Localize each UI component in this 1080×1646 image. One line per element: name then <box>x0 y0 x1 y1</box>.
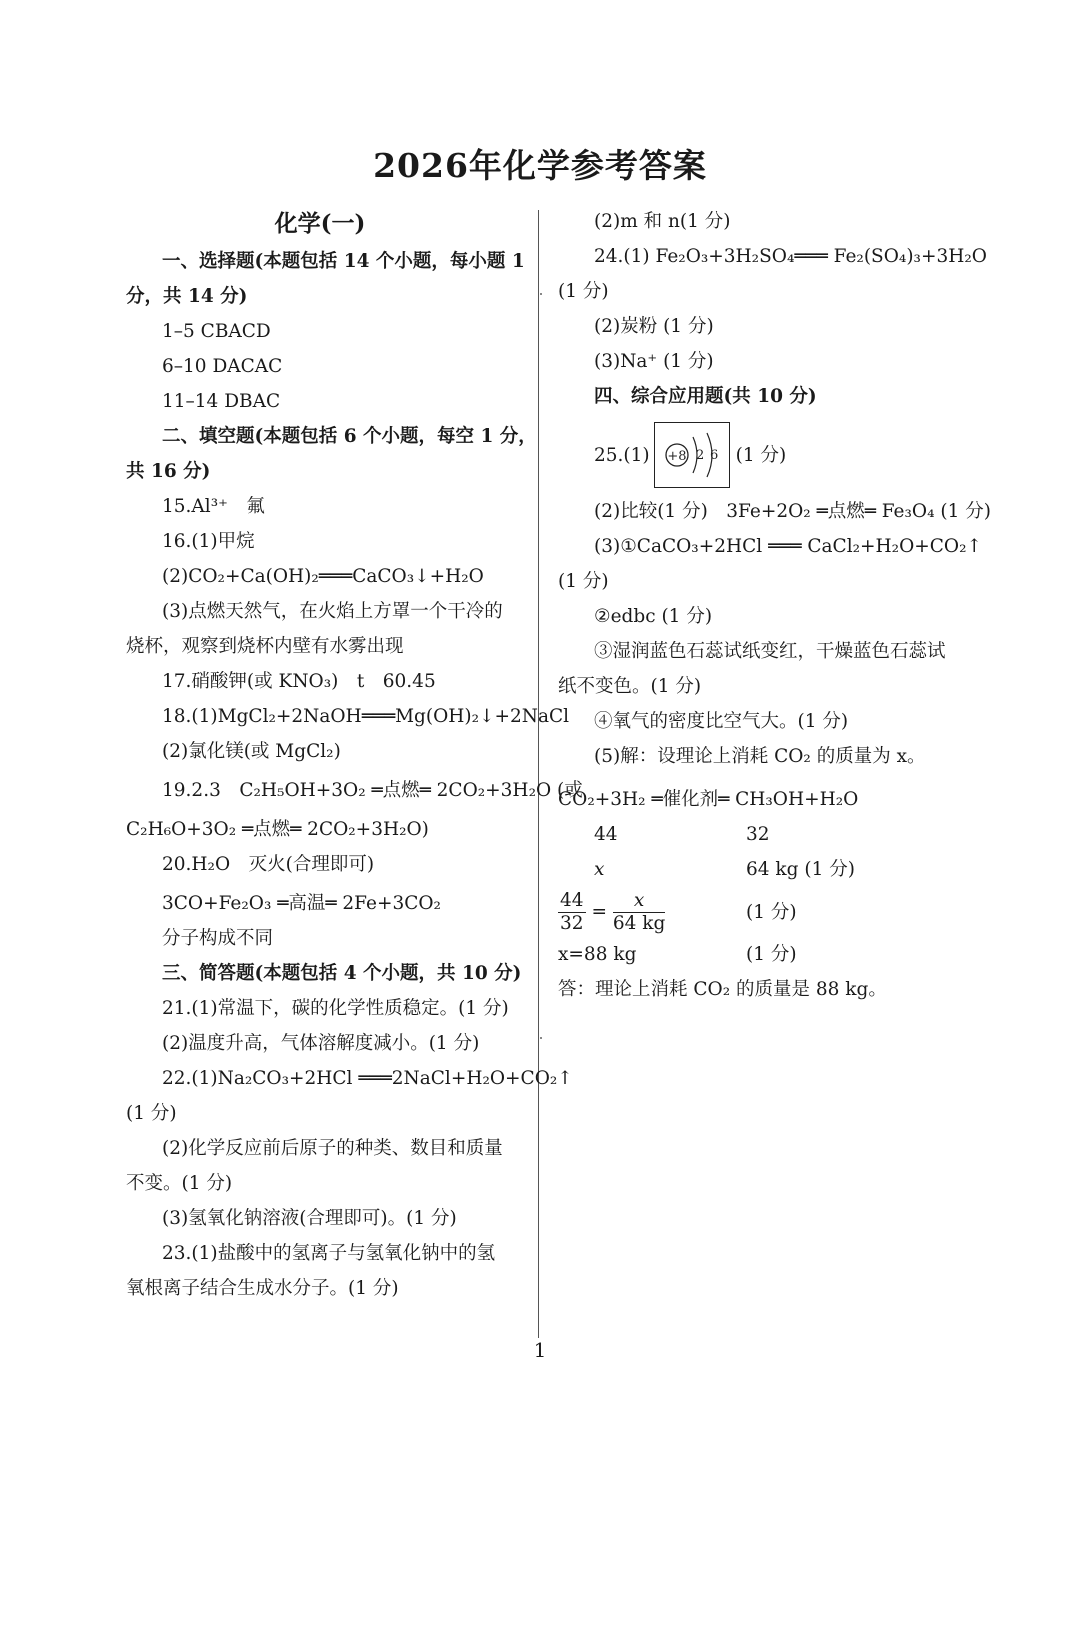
answer-line: (2)化学反应前后原子的种类、数目和质量 <box>162 1138 503 1159</box>
molar-mass-co2: 44 <box>594 824 618 845</box>
section-heading: 二、填空题(本题包括 6 个小题，每空 1 分， <box>162 426 537 447</box>
answer-line: 1–5 CBACD <box>162 321 271 342</box>
scan-speck <box>540 293 542 295</box>
answer-line: 19.2.3 C₂H₅OH+3O₂ ═点燃═ 2CO₂+3H₂O (或 <box>162 780 583 801</box>
answer-line: (1 分) <box>558 281 609 302</box>
equation-line: CO₂+3H₂ ═催化剂═ CH₃OH+H₂O <box>558 789 859 810</box>
section-heading: 四、综合应用题(共 10 分) <box>594 386 817 407</box>
answer-line: 3CO+Fe₂O₃ ═高温═ 2Fe+3CO₂ <box>162 893 441 914</box>
atom-nucleus: +8 <box>667 449 687 464</box>
answer-line: (2)氯化镁(或 MgCl₂) <box>162 741 341 762</box>
answer-line: (1 分) <box>126 1103 177 1124</box>
answer-line: 16.(1)甲烷 <box>162 531 255 552</box>
answer-line: (2)CO₂+Ca(OH)₂═══CaCO₃↓+H₂O <box>162 566 484 587</box>
answer-line: C₂H₆O+3O₂ ═点燃═ 2CO₂+3H₂O) <box>126 819 429 840</box>
section-subtitle: 化学(一) <box>274 210 366 237</box>
answer-score: (1 分) <box>735 444 787 466</box>
answer-line: 18.(1)MgCl₂+2NaOH═══Mg(OH)₂↓+2NaCl <box>162 706 570 727</box>
answer-line: 20.H₂O 灭火(合理即可) <box>162 854 375 875</box>
scan-speck <box>540 1037 542 1039</box>
answer-line: (5)解：设理论上消耗 CO₂ 的质量为 x。 <box>594 746 926 767</box>
answer-line: 24.(1) Fe₂O₃+3H₂SO₄═══ Fe₂(SO₄)₃+3H₂O <box>594 246 987 267</box>
answer-line: 23.(1)盐酸中的氢离子与氢氧化钠中的氢 <box>162 1243 496 1264</box>
known-mass: 64 kg (1 分) <box>746 859 855 880</box>
calc-row-values <box>558 852 963 887</box>
answer-line: (2)炭粉 (1 分) <box>594 316 714 337</box>
answer-line: 15.Al³⁺ 氟 <box>162 496 265 517</box>
answer-line: ③湿润蓝色石蕊试纸变红，干燥蓝色石蕊试 <box>594 641 946 662</box>
answer-line: 6–10 DACAC <box>162 356 283 377</box>
answer-line: (3)点燃天然气，在火焰上方罩一个干冷的 <box>162 601 503 622</box>
fraction-left: $\frac{44}{32}$ <box>560 889 584 934</box>
answer-line: ④氧气的密度比空气大。(1 分) <box>594 711 849 732</box>
result-score: (1 分) <box>746 944 797 965</box>
section-heading-cont: 分，共 14 分) <box>126 286 248 307</box>
molar-mass-ch3oh: 32 <box>746 824 770 845</box>
answer-line: (2)m 和 n(1 分) <box>594 211 731 232</box>
answer-line: (3)Na⁺ (1 分) <box>594 351 714 372</box>
unknown-x: x <box>594 859 605 880</box>
right-column <box>558 204 991 1007</box>
answer-line: (2)比较(1 分) 3Fe+2O₂ ═点燃═ Fe₃O₄ (1 分) <box>594 501 991 522</box>
answer-line: 氧根离子结合生成水分子。(1 分) <box>126 1278 399 1299</box>
section-heading: 三、简答题(本题包括 4 个小题，共 10 分) <box>162 963 522 984</box>
atom-shell-1: 2 <box>695 448 704 463</box>
answer-line: 纸不变色。(1 分) <box>558 676 702 697</box>
atom-shell-2: 6 <box>709 448 718 463</box>
final-answer: 答：理论上消耗 CO₂ 的质量是 88 kg。 <box>558 979 887 1000</box>
page-number: 1 <box>533 1338 547 1362</box>
answer-line: (2)温度升高，气体溶解度减小。(1 分) <box>162 1033 480 1054</box>
calc-row-proportion <box>558 887 963 937</box>
section-heading-cont: 共 16 分) <box>126 461 211 482</box>
answer-line: 17.硝酸钾(或 KNO₃) t 60.45 <box>162 671 436 692</box>
answer-line: ②edbc (1 分) <box>594 606 713 627</box>
page-title: 2026年化学参考答案 <box>373 146 707 185</box>
answer-line: 22.(1)Na₂CO₃+2HCl ═══2NaCl+H₂O+CO₂↑ <box>162 1068 573 1089</box>
proportion-score: (1 分) <box>746 901 797 923</box>
answer-line: (3)①CaCO₃+2HCl ═══ CaCl₂+H₂O+CO₂↑ <box>594 536 982 557</box>
answer-line: 21.(1)常温下，碳的化学性质稳定。(1 分) <box>162 998 509 1019</box>
atom-structure-answer <box>558 422 963 488</box>
section-heading: 一、选择题(本题包括 14 个小题，每小题 1 <box>162 251 525 272</box>
result-value: x=88 kg <box>558 944 637 965</box>
answer-line: 分子构成不同 <box>162 928 274 949</box>
answer-line: (3)氢氧化钠溶液(合理即可)。(1 分) <box>162 1208 457 1229</box>
proportion: $\frac{44}{32}$ = $\frac{x}{64 kg}$ <box>560 889 666 934</box>
oxygen-atom-structure-icon <box>655 423 729 487</box>
calc-row-result <box>558 937 963 972</box>
answer-line: 11–14 DBAC <box>162 391 281 412</box>
fraction-right: $\frac{x}{64 kg}$ <box>612 889 666 934</box>
atom-diagram <box>654 422 730 488</box>
answer-line: 烧杯，观察到烧杯内壁有水雾出现 <box>126 636 404 657</box>
answer-line: 不变。(1 分) <box>126 1173 233 1194</box>
calc-row-mass <box>558 817 963 852</box>
answer-label: 25.(1) <box>594 444 650 466</box>
answer-line: (1 分) <box>558 571 609 592</box>
